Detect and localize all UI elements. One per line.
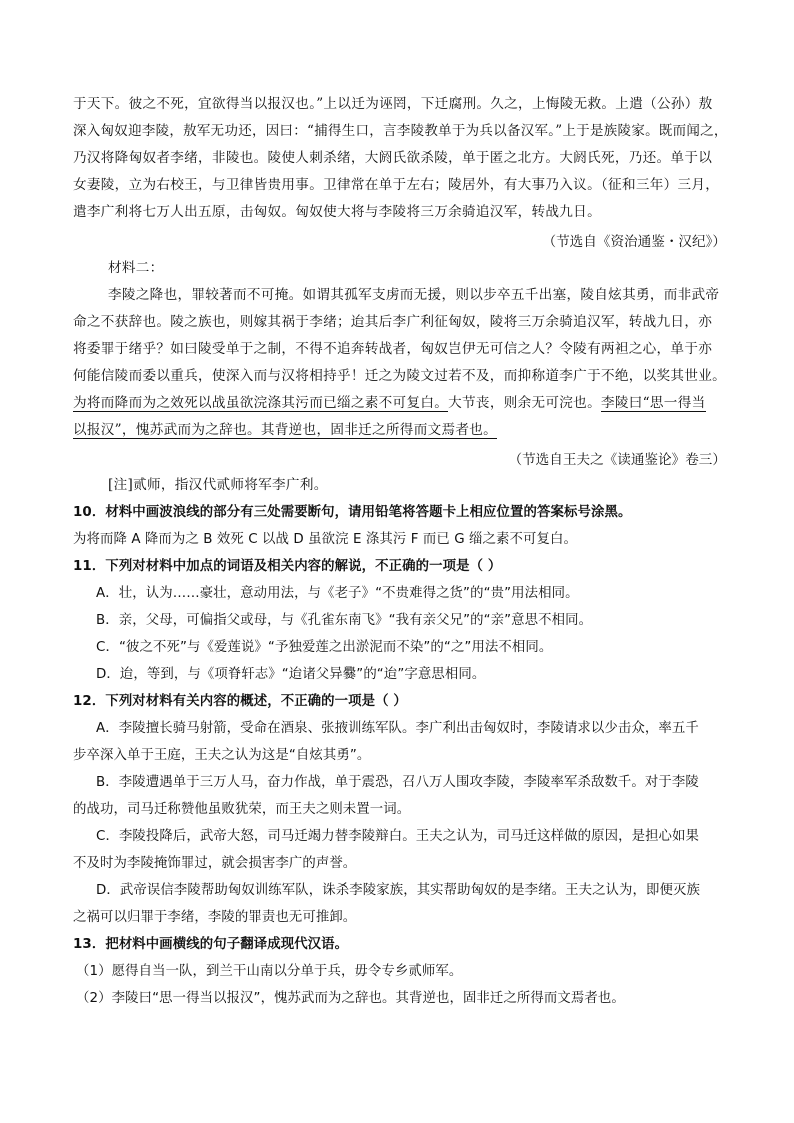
material2-line-3: 将委罪于绪乎？如曰陵受单于之制，不得不追奔转战者，匈奴岂伊无可信之人？令陵有两袒之心，单于亦 bbox=[73, 341, 713, 357]
question-12: 12．下列对材料有关内容的概述，不正确的一项是（ ） bbox=[73, 694, 407, 709]
question-11-option-a: A．壮，认为……豪壮，意动用法，与《老子》“不贵难得之货”的“贵”用法相同。 bbox=[96, 586, 579, 601]
question-11-option-d: D．迨，等到，与《项脊轩志》“迨诸父异爨”的“迨”字意思相同。 bbox=[96, 667, 486, 682]
question-12-option-b-line1: B．李陵遭遇单于三万人马，奋力作战，单于震恐，召八万人围攻李陵，李陵率军杀敌数千。对于李陵 bbox=[96, 775, 699, 790]
question-12-option-d-line1: D．武帝误信李陵帮助匈奴训练军队，诛杀李陵家族，其实帮助匈奴的是李绪。王夫之认为，即便灭族 bbox=[96, 883, 700, 898]
material1-line-1: 于天下。彼之不死，宜欲得当以报汉也。”上以迁为诬罔，下迁腐刑。久之，上悔陵无救。上遣（公孙）敖 bbox=[73, 96, 713, 112]
question-12-option-a-line2: 步卒深入单于王庭，王夫之认为这是“自炫其勇”。 bbox=[73, 748, 371, 763]
question-11-option-b: B．亲，父母，可偏指父或母，与《孔雀东南飞》“我有亲父兄”的“亲”意思不相同。 bbox=[96, 613, 593, 628]
question-12-option-b-line2: 的战功，司马迁称赞他虽败犹荣，而王夫之则未置一词。 bbox=[73, 802, 411, 817]
material2-line-5-mid: 大节丧，则余无可浣也。 bbox=[448, 395, 601, 411]
material1-line-5: 遣李广利将七万人出五原，击匈奴。匈奴使大将与李陵将三万余骑追汉军，转战九日。 bbox=[73, 204, 601, 220]
material2-line-1: 李陵之降也，罪较著而不可掩。如谓其孤军支虏而无援，则以步卒五千出塞，陵自炫其勇，而非武帝 bbox=[108, 287, 720, 303]
material2-line-4: 何能信陵而委以重兵，使深入而与汉将相持乎！迁之为陵文过若不及，而抑称道李广于不绝，以奖其世业。 bbox=[73, 368, 727, 384]
material1-source: （节选自《资治通鉴・汉纪》） bbox=[542, 234, 726, 250]
question-12-option-a-line1: A．李陵擅长骑马射箭，受命在酒泉、张掖训练军队。李广利出击匈奴时，李陵请求以少击众，率五千 bbox=[96, 721, 699, 736]
material2-source: （节选自王夫之《读通鉴论》卷三） bbox=[508, 452, 726, 468]
material1-line-2: 深入匈奴迎李陵，敖军无功还，因曰：“捕得生口，言李陵教单于为兵以备汉军。”上于是族陵家。既而闻之， bbox=[73, 123, 728, 139]
annotation-note: [注]贰师，指汉代贰师将军李广利。 bbox=[108, 477, 328, 493]
question-10-text: 为将而降 A 降而为之 B 效死 C 以战 D 虽欲浣 E 涤其污 F 而已 G 缁之素不可复白。 bbox=[73, 532, 577, 547]
wavy-underlined-sentence: 为将而降而为之效死以战虽欲浣涤其污而已缁之素不可复白。 bbox=[73, 395, 449, 411]
question-13-item-1: （1）愿得自当一队，到兰干山南以分单于兵，毋令专乡贰师军。 bbox=[76, 964, 463, 979]
question-13: 13．把材料中画横线的句子翻译成现代汉语。 bbox=[73, 937, 349, 952]
question-12-option-c-line2: 不及时为李陵掩饰罪过，就会损害李广的声誉。 bbox=[73, 856, 357, 871]
material1-line-3: 乃汉将降匈奴者李绪，非陵也。陵使人刺杀绪，大阏氏欲杀陵，单于匿之北方。大阏氏死，乃还。单于以 bbox=[73, 150, 713, 166]
underlined-sentence-part1: 李陵曰“思一得当 bbox=[600, 395, 706, 411]
question-12-option-c-line1: C．李陵投降后，武帝大怒，司马迁竭力替李陵辩白。王夫之认为，司马迁这样做的原因，是担心如果 bbox=[96, 829, 700, 844]
question-11: 11．下列对材料中加点的词语及相关内容的解说，不正确的一项是（ ） bbox=[73, 559, 502, 574]
underlined-sentence-part2: 以报汉”，愧苏武而为之辞也。其背逆也，固非迁之所得而文焉者也。 bbox=[73, 422, 498, 438]
question-11-option-c: C．“彼之不死”与《爱莲说》“予独爱莲之出淤泥而不染”的“之”用法不相同。 bbox=[96, 640, 553, 655]
material2-line-5 bbox=[73, 393, 706, 413]
question-12-option-d-line2: 之祸可以归罪于李绪，李陵的罪责也无可推卸。 bbox=[73, 910, 357, 925]
question-13-item-2: （2）李陵曰“思一得当以报汉”，愧苏武而为之辞也。其背逆也，固非迁之所得而文焉者也。 bbox=[76, 991, 625, 1006]
material1-line-4: 女妻陵，立为右校王，与卫律皆贵用事。卫律常在单于左右；陵居外，有大事乃入议。（征和三年）三月， bbox=[73, 177, 720, 193]
material2-line-6 bbox=[73, 420, 497, 440]
question-10: 10．材料中画波浪线的部分有三处需要断句，请用铅笔将答题卡上相应位置的答案标号涂黑。 bbox=[73, 505, 632, 520]
material2-line-2: 命之不获辞也。陵之族也，则嫁其祸于李绪；迨其后李广利征匈奴，陵将三万余骑追汉军，转战九日，亦 bbox=[73, 314, 713, 330]
material2-title: 材料二： bbox=[108, 260, 164, 276]
